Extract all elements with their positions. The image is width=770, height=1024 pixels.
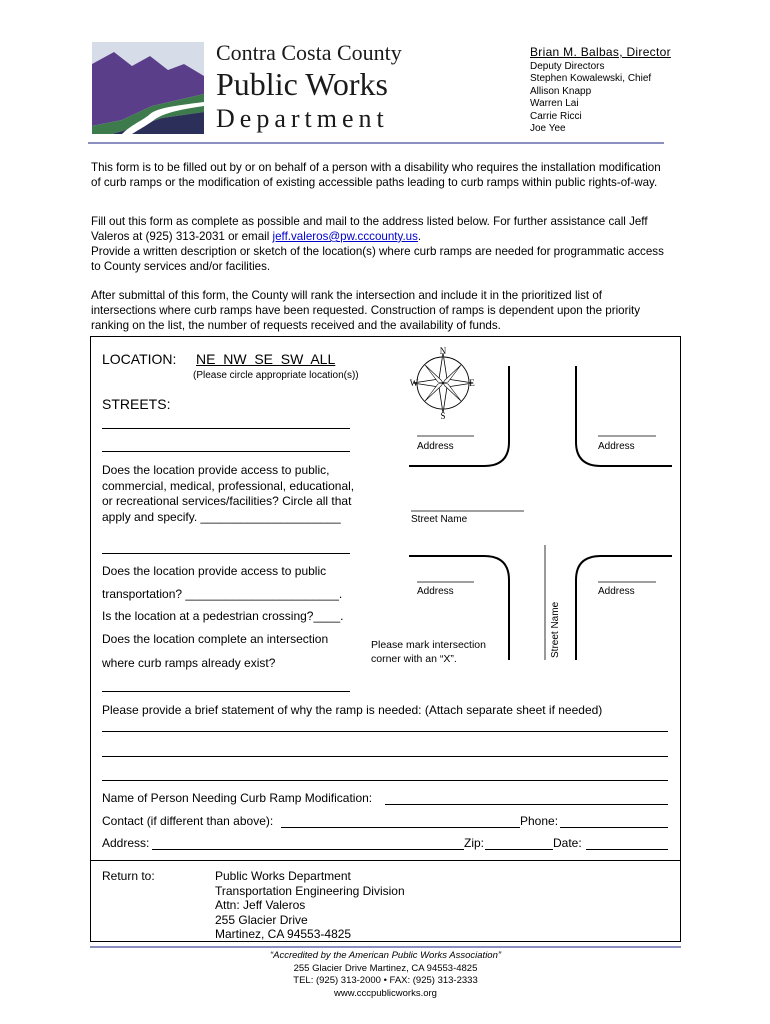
intro-paragraph-2 bbox=[91, 215, 666, 275]
return-line: Transportation Engineering Division bbox=[215, 883, 405, 898]
footer-address: 255 Glacier Drive Martinez, CA 94553-4825 bbox=[293, 962, 478, 974]
phone-label: Phone: bbox=[520, 814, 559, 828]
zip-field[interactable] bbox=[485, 849, 553, 850]
staff-list bbox=[530, 61, 651, 135]
date-label: Date: bbox=[553, 836, 582, 850]
intro-paragraph-3: After submittal of this form, the County will rank the intersection and include it in the prioritized list of intersections where curb ramps have been requested. Construction of ramps is dependent upon the priority ranking on the list, the number of requests received and the availability of funds. bbox=[91, 289, 641, 332]
contact-label: Contact (if different than above): bbox=[102, 814, 274, 828]
location-label: LOCATION: bbox=[102, 351, 177, 367]
streets-label: STREETS: bbox=[102, 396, 171, 412]
compass-rose-icon bbox=[410, 346, 476, 421]
question-line[interactable]: apply and specify. _____________________ bbox=[102, 509, 341, 524]
street-name-label-vertical: Street Name bbox=[550, 601, 561, 658]
staff-item: Allison Knapp bbox=[530, 85, 592, 97]
transportation-question-line-1: Does the location provide access to public bbox=[102, 564, 327, 578]
footer-phone-fax: TEL: (925) 313-2000 • FAX: (925) 313-2333 bbox=[293, 975, 478, 987]
header-rule bbox=[88, 142, 664, 144]
compass-w-label: W bbox=[409, 378, 419, 388]
return-line: 255 Glacier Drive bbox=[215, 912, 308, 927]
zip-label: Zip: bbox=[464, 836, 485, 850]
intro-text: Provide a written description or sketch of the location(s) where curb ramps are needed for programmatic access to County services and/or facilities. bbox=[91, 244, 664, 273]
address-field[interactable] bbox=[152, 849, 464, 850]
footer bbox=[90, 950, 681, 1000]
return-divider bbox=[90, 860, 681, 861]
curb-se bbox=[576, 556, 672, 660]
department-title: Public Works bbox=[216, 66, 388, 102]
street-field-2[interactable] bbox=[102, 451, 350, 452]
mark-note-line-1: Please mark intersection bbox=[371, 639, 486, 651]
address-label-ne: Address bbox=[598, 441, 635, 452]
statement-prompt: Please provide a brief statement of why the ramp is needed: (Attach separate sheet if needed) bbox=[102, 703, 603, 717]
compass-s-label: S bbox=[440, 411, 446, 421]
location-options[interactable]: NE NW SE SW ALL bbox=[196, 351, 336, 367]
date-field[interactable] bbox=[586, 849, 668, 850]
name-field[interactable] bbox=[385, 804, 668, 805]
return-label: Return to: bbox=[102, 869, 155, 883]
letterhead bbox=[92, 40, 422, 140]
intersection-sketch[interactable] bbox=[371, 342, 680, 672]
return-line: Public Works Department bbox=[215, 869, 351, 883]
question-line: commercial, medical, professional, educational, bbox=[102, 478, 355, 493]
statement-line-2[interactable] bbox=[102, 756, 668, 757]
address-label: Address: bbox=[102, 836, 150, 850]
contact-field[interactable] bbox=[281, 827, 520, 828]
name-label: Name of Person Needing Curb Ramp Modification: bbox=[102, 791, 373, 805]
footer-rule bbox=[90, 946, 681, 948]
compass-n-label: N bbox=[439, 346, 447, 356]
transportation-question-line-2[interactable]: transportation? _______________________. bbox=[102, 587, 343, 601]
phone-field[interactable] bbox=[560, 827, 668, 828]
intersection-question-line-2: where curb ramps already exist? bbox=[102, 656, 276, 670]
county-logo-icon bbox=[92, 42, 204, 134]
location-hint: (Please circle appropriate location(s)) bbox=[193, 370, 359, 381]
return-address bbox=[215, 869, 405, 942]
statement-line-1[interactable] bbox=[102, 731, 668, 732]
street-name-label-horizontal: Street Name bbox=[411, 514, 468, 525]
county-name: Contra Costa County bbox=[216, 40, 402, 65]
intro-text: Fill out this form as complete as possible and mail to the address listed below. For further assistance call Jeff Valeros at (925) 313-2031 or email bbox=[91, 215, 648, 243]
return-line: Attn: Jeff Valeros bbox=[215, 898, 306, 913]
return-line: Martinez, CA 94553-4825 bbox=[215, 927, 352, 942]
public-services-field[interactable] bbox=[102, 553, 350, 554]
address-label-nw: Address bbox=[417, 441, 454, 452]
department-word: Department bbox=[216, 104, 389, 133]
intro-paragraph-1: This form is to be filled out by or on behalf of a person with a disability who requires the installation modification of curb ramps or the modification of existing accessible paths leading to curb ramps within public rights-of-way. bbox=[91, 161, 661, 189]
staff-item: Warren Lai bbox=[530, 98, 579, 110]
street-field-1[interactable] bbox=[102, 428, 350, 429]
statement-line-3[interactable] bbox=[102, 780, 668, 781]
accreditation: “Accredited by the American Public Works Association” bbox=[269, 950, 502, 961]
footer-website[interactable]: www.cccpublicworks.org bbox=[334, 987, 437, 999]
intersection-field[interactable] bbox=[102, 691, 350, 692]
mark-note-line-2: corner with an “X”. bbox=[371, 653, 457, 665]
question-line: Does the location provide access to public, bbox=[102, 463, 330, 477]
staff-item: Carrie Ricci bbox=[530, 110, 582, 122]
address-label-se: Address bbox=[598, 586, 635, 597]
director-name: Brian M. Balbas, Director bbox=[530, 45, 671, 59]
question-line: or recreational services/facilities? Circle all that bbox=[102, 494, 352, 509]
staff-item: Stephen Kowalewski, Chief bbox=[530, 73, 652, 85]
intro-text: . bbox=[417, 229, 422, 243]
compass-e-label: E bbox=[469, 378, 475, 388]
contact-email-link[interactable]: jeff.valeros@pw.cccounty.us bbox=[272, 229, 418, 243]
public-services-question bbox=[102, 463, 354, 525]
staff-item: Joe Yee bbox=[530, 123, 566, 135]
pedestrian-crossing-question[interactable]: Is the location at a pedestrian crossing?____. bbox=[102, 609, 344, 623]
intersection-question-line-1: Does the location complete an intersection bbox=[102, 632, 329, 646]
staff-item: Deputy Directors bbox=[530, 61, 605, 72]
address-label-sw: Address bbox=[417, 586, 454, 597]
